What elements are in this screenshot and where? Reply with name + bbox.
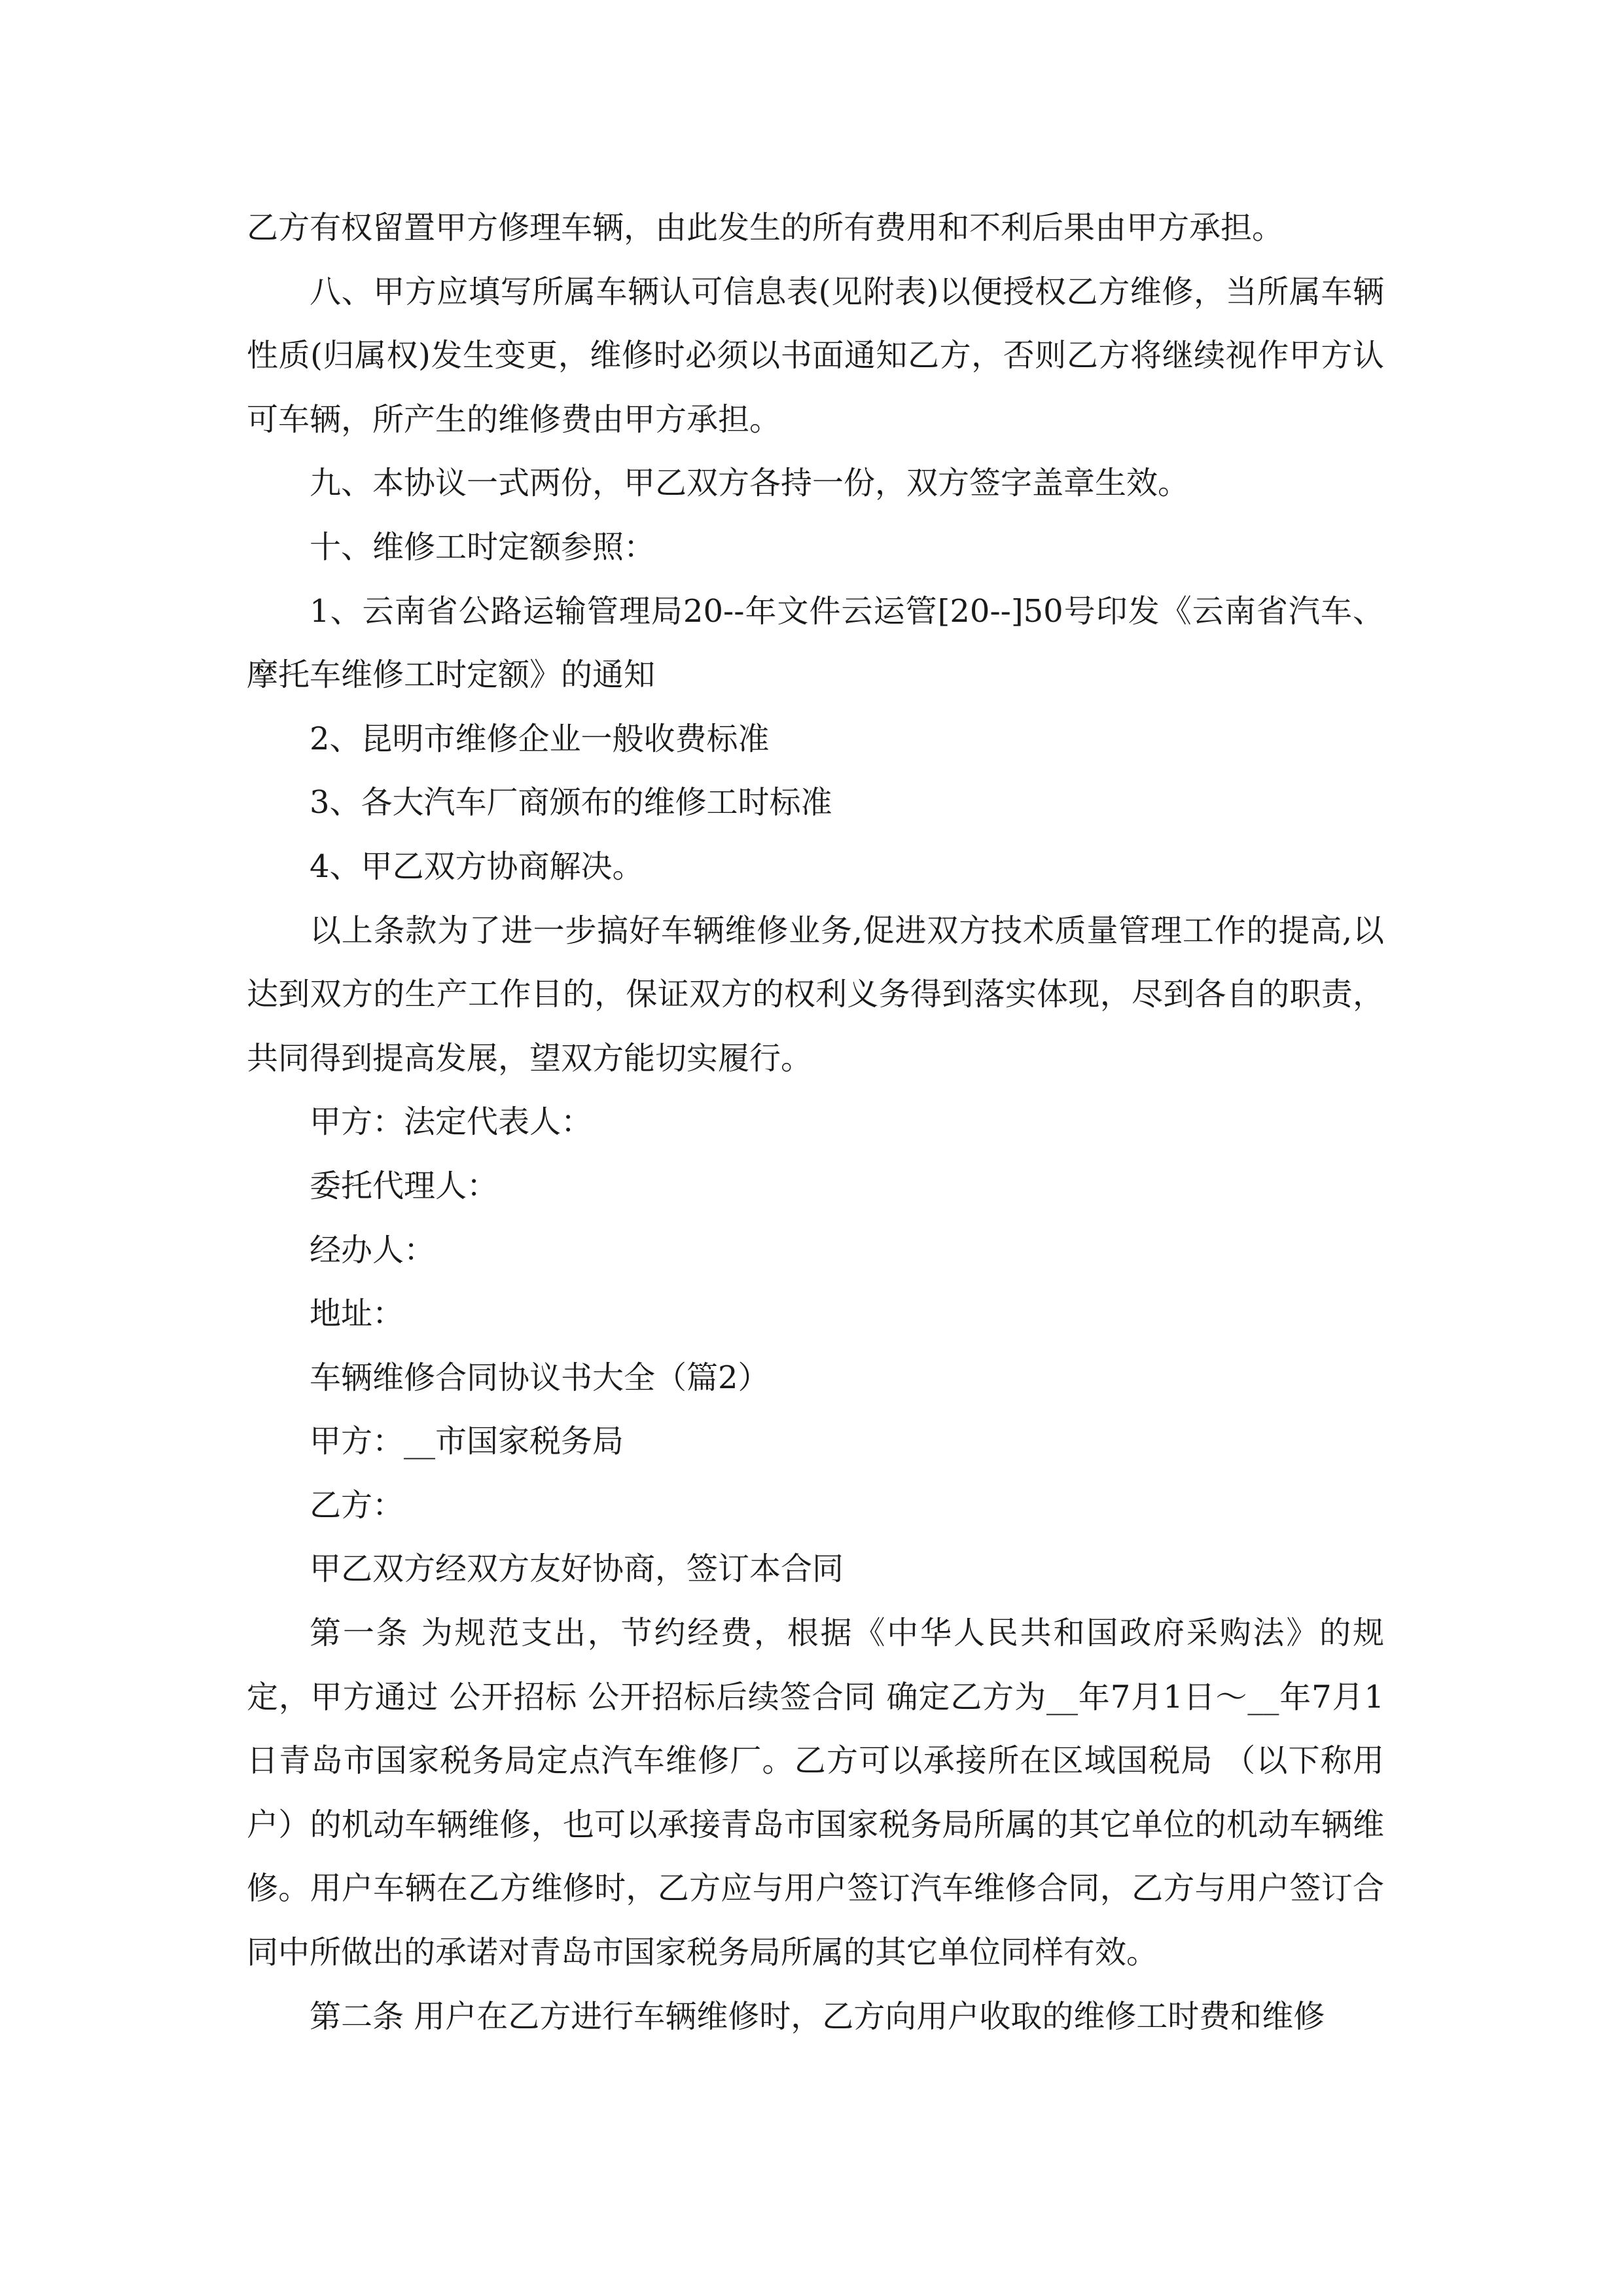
party-a-line bbox=[247, 1410, 1384, 1474]
paragraph-text: 乙方： bbox=[310, 1486, 404, 1524]
signature-party-a bbox=[247, 1090, 1384, 1155]
paragraph-text: 经办人： bbox=[310, 1231, 436, 1268]
paragraph-article-1 bbox=[247, 1602, 1384, 1985]
paragraph-reference-1 bbox=[247, 580, 1384, 708]
paragraph-text: 4、甲乙双方协商解决。 bbox=[310, 848, 644, 885]
paragraph-text: 以上条款为了进一步搞好车辆维修业务,促进双方技术质量管理工作的提高,以达到双方的生产工作目的，保证双方的权利义务得到落实体现，尽到各自的职责，共同得到提高发展，望双方能切实履行。 bbox=[247, 912, 1384, 1077]
paragraph-clause-9 bbox=[247, 452, 1384, 516]
paragraph-text: 3、各大汽车厂商颁布的维修工时标准 bbox=[310, 784, 832, 821]
paragraph-clause-8 bbox=[247, 260, 1384, 452]
paragraph-text: 地址： bbox=[310, 1295, 404, 1333]
signature-address bbox=[247, 1282, 1384, 1346]
paragraph-lien-clause bbox=[247, 196, 1384, 260]
paragraph-reference-2 bbox=[247, 708, 1384, 772]
paragraph-text: 车辆维修合同协议书大全（篇2） bbox=[310, 1359, 770, 1396]
paragraph-text: 十、维修工时定额参照： bbox=[310, 528, 656, 565]
paragraph-text: 九、本协议一式两份，甲乙双方各持一份，双方签字盖章生效。 bbox=[310, 465, 1190, 502]
paragraph-intro bbox=[247, 1537, 1384, 1602]
paragraph-text: 2、昆明市维修企业一般收费标准 bbox=[310, 720, 770, 757]
party-b-line bbox=[247, 1474, 1384, 1538]
paragraph-summary bbox=[247, 899, 1384, 1091]
paragraph-text: 乙方有权留置甲方修理车辆，由此发生的所有费用和不利后果由甲方承担。 bbox=[247, 209, 1284, 246]
paragraph-text: 第二条 用户在乙方进行车辆维修时，乙方向用户收取的维修工时费和维修 bbox=[310, 1998, 1325, 2035]
section-title-part-2 bbox=[247, 1346, 1384, 1410]
paragraph-text: 甲乙双方经双方友好协商，签订本合同 bbox=[310, 1551, 844, 1588]
paragraph-clause-10 bbox=[247, 516, 1384, 580]
paragraph-text: 八、甲方应填写所属车辆认可信息表(见附表)以便授权乙方维修，当所属车辆性质(归属权)发生变更，维修时必须以书面通知乙方，否则乙方将继续视作甲方认可车辆，所产生的维修费由甲方承担。 bbox=[247, 273, 1384, 438]
paragraph-text: 第一条 为规范支出，节约经费，根据《中华人民共和国政府采购法》的规定，甲方通过 公开招标 公开招标后续签合同 确定乙方为__年7月1日～__年7月1日青岛市国家税务局定点汽车维修厂。乙方可以承接所在区域国税局 （以下称用户）的机动车辆维修，也可以承接青岛市国家税务局所属的其它单位的机动车辆维修。用户车辆在乙方维修时，乙方应与用户签订汽车维修合同，乙方与用户签订合同中所做出的承诺对青岛市国家税务局所属的其它单位同样有效。 bbox=[247, 1615, 1384, 1971]
paragraph-text: 甲方：__市国家税务局 bbox=[310, 1423, 624, 1460]
paragraph-text: 甲方：法定代表人： bbox=[310, 1103, 593, 1141]
signature-agent bbox=[247, 1155, 1384, 1219]
paragraph-text: 1、云南省公路运输管理局20--年文件云运管[20--]50号印发《云南省汽车、摩托车维修工时定额》的通知 bbox=[247, 592, 1384, 694]
document-body bbox=[247, 196, 1384, 2049]
paragraph-reference-4 bbox=[247, 835, 1384, 899]
paragraph-text: 委托代理人： bbox=[310, 1167, 499, 1204]
signature-handler bbox=[247, 1219, 1384, 1283]
paragraph-reference-3 bbox=[247, 771, 1384, 835]
paragraph-article-2 bbox=[247, 1985, 1384, 2049]
